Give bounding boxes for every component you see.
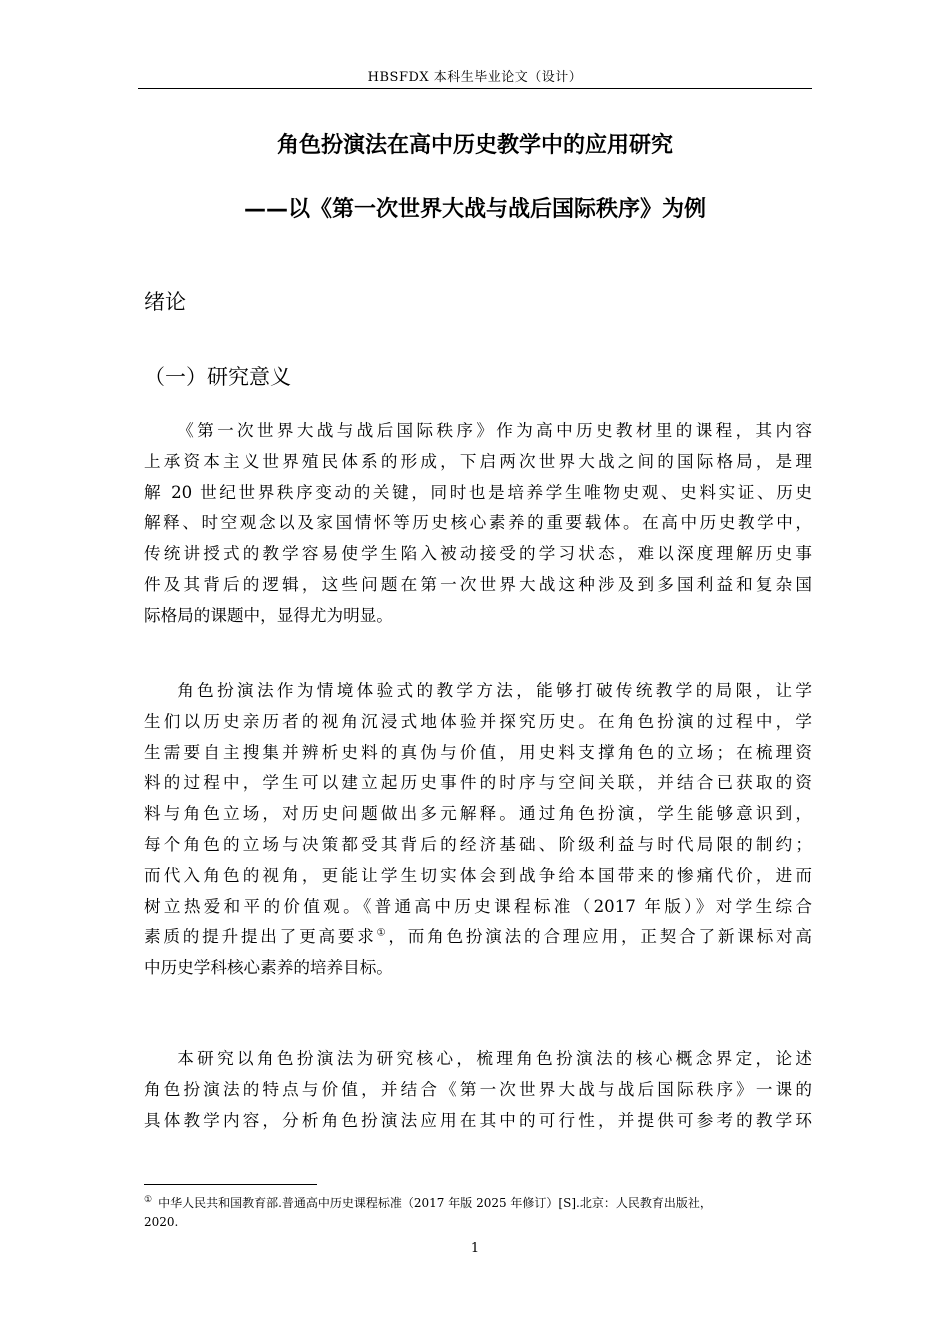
paragraph-line: 解释、时空观念以及家国情怀等历史核心素养的重要载体。在高中历史教学中， xyxy=(144,513,812,533)
line-text: 素质的提升提出了更高要求 xyxy=(144,927,377,947)
paragraph-line: 上承资本主义世界殖民体系的形成，下启两次世界大战之间的国际格局，是理 xyxy=(144,451,812,471)
paragraph-line: 中历史学科核心素养的培养目标。 xyxy=(144,958,393,978)
paragraph-line: 角色扮演法作为情境体验式的教学方法，能够打破传统教学的局限，让学 xyxy=(177,681,812,700)
paragraph-line-with-footnote xyxy=(144,922,812,953)
footnote-reference[interactable]: ① xyxy=(376,927,389,939)
paragraph-line: 树立热爱和平的价值观。《普通高中历史课程标准（2017 年版）》对学生综合 xyxy=(144,896,812,916)
paragraph-line: 件及其背后的逻辑，这些问题在第一次世界大战这种涉及到多国利益和复杂国 xyxy=(144,574,812,594)
paragraph-line: 生需要自主搜集并辨析史料的真伪与价值，用史料支撑角色的立场；在梳理资 xyxy=(144,742,812,762)
paragraph-line: 具体教学内容，分析角色扮演法应用在其中的可行性，并提供可参考的教学环 xyxy=(144,1110,812,1130)
paper-title: 角色扮演法在高中历史教学中的应用研究 xyxy=(276,133,673,158)
paragraph-2 xyxy=(144,676,812,984)
paper-subtitle: ——以《第一次世界大战与战后国际秩序》为例 xyxy=(243,197,706,222)
footnote xyxy=(144,1194,812,1232)
paragraph-line: 料的过程中，学生可以建立起历史事件的时序与空间关联，并结合已获取的资 xyxy=(144,773,812,793)
paragraph-line: 解 20 世纪世界秩序变动的关键，同时也是培养学生唯物史观、史料实证、历史 xyxy=(144,482,812,502)
paragraph-line: 《第一次世界大战与战后国际秩序》作为高中历史教材里的课程，其内容 xyxy=(177,421,812,440)
footnote-mark: ① xyxy=(144,1195,153,1205)
paragraph-line: 而代入角色的视角，更能让学生切实体会到战争给本国带来的惨痛代价，进而 xyxy=(144,865,812,885)
footnote-text: 中华人民共和国教育部.普通高中历史课程标准（2017 年版 2025 年修订）[S].北京：人民教育出版社， xyxy=(158,1196,712,1210)
paragraph-line: 生们以历史亲历者的视角沉浸式地体验并探究历史。在角色扮演的过程中，学 xyxy=(144,711,812,731)
paragraph-1 xyxy=(144,416,812,632)
section-heading-significance: （一）研究意义 xyxy=(144,365,291,389)
footnote-text-continued: 2020. xyxy=(144,1215,179,1229)
header-divider xyxy=(138,88,812,89)
paragraph-line: 本研究以角色扮演法为研究核心，梳理角色扮演法的核心概念界定，论述 xyxy=(177,1049,812,1068)
paragraph-3 xyxy=(144,1044,812,1136)
intro-heading: 绪论 xyxy=(144,290,186,314)
paragraph-line: 角色扮演法的特点与价值，并结合《第一次世界大战与战后国际秩序》一课的 xyxy=(144,1079,812,1099)
footnote-divider xyxy=(144,1184,317,1185)
paragraph-line: 料与角色立场，对历史问题做出多元解释。通过角色扮演，学生能够意识到， xyxy=(144,804,812,824)
running-header: HBSFDX 本科生毕业论文（设计） xyxy=(367,70,583,85)
paragraph-line: 每个角色的立场与决策都受其背后的经济基础、阶级利益与时代局限的制约； xyxy=(144,834,812,854)
paragraph-line: 传统讲授式的教学容易使学生陷入被动接受的学习状态，难以深度理解历史事 xyxy=(144,544,812,564)
paragraph-line: 际格局的课题中，显得尤为明显。 xyxy=(144,605,393,625)
page-number: 1 xyxy=(470,1241,480,1256)
line-text: ，而角色扮演法的合理应用，正契合了新课标对高 xyxy=(388,927,813,947)
